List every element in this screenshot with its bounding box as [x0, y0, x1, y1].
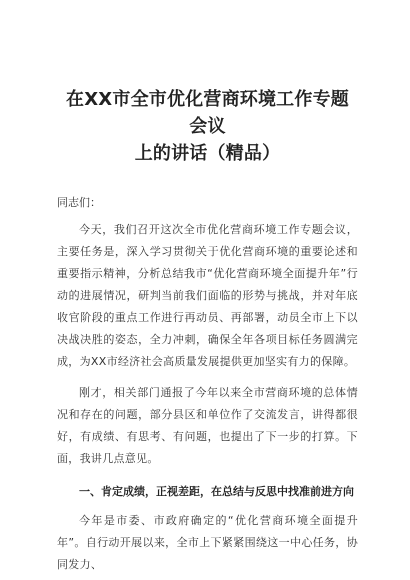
section-paragraph: 今年是市委、市政府确定的“优化营商环境全面提升年”。自行动开展以来，全市上下紧紧围绕这一中心任务，协同发力、 [57, 514, 358, 571]
title-line-2: 上的讲话（精品） [134, 143, 281, 164]
body-paragraph-2: 刚才，相关部门通报了今年以来全市营商环境的总体情况和存在的问题，部分县区和单位作了交流发言，讲得都很好，有成绩、有思考、有问题，也提出了下一步的打算。下面，我讲几点意见。 [57, 386, 358, 465]
title-line-1: 在XX市全市优化营商环境工作专题会议 [66, 89, 349, 137]
section-heading: 一、肯定成绩，正视差距，在总结与反思中找准前进方向 [79, 485, 354, 498]
salutation: 同志们： [57, 196, 101, 209]
document-title [57, 86, 358, 167]
body-paragraph-1: 今天，我们召开这次全市优化营商环境工作专题会议，主要任务是，深入学习贯彻关于优化营商环境的重要论述和重要指示精神，分析总结我市“优化营商环境全面提升年”行动的进展情况，研判当前我们面临的形势与挑战，并对年底收官阶段的重点工作进行再动员、再部署，动员全市上下以决战决胜的姿态，全力冲刺，确保全年各项目标任务圆满完成，为XX市经济社会高质量发展提供更加坚实有力的保障。 [57, 223, 358, 368]
